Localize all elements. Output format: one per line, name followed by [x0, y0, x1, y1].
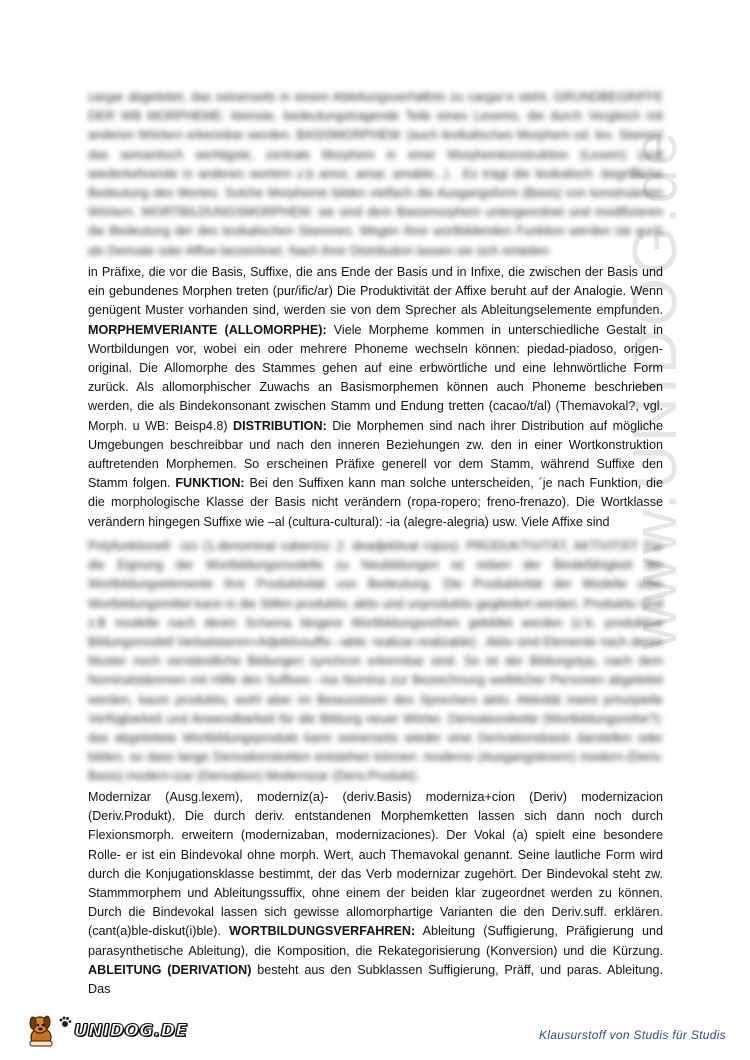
logo-text: UNIDOG.DE [74, 1021, 188, 1041]
heading-morphemvariante: MORPHEMVERIANTE (ALLOMORPHE): [88, 322, 327, 337]
p1-text-c: Die Morphemen sind nach ihrer Distribution auf mögliche Umgebungen beschreibbar und nach den inneren Beziehungen zw. den in einer Wortkonstruktion auftretenden Morphemen. So erscheinen Präfixe generell vor dem Stamm, während Suffixe den Stamm folgen. [88, 418, 664, 491]
dog-mascot-icon [26, 1013, 56, 1049]
visible-paragraph-1 [88, 263, 663, 532]
blurred-text-top: cargar abgeleitet, das seinerseits in einem Ableitungsverhältnis zu carga/-e steht. GRUNDBEGRIFFE DER WB MORPHEME: kleinste, bedeutungstragende Teile eines Lexems, die durch Vergleich mit anderen Wörtern erkennbar werden. BASISMORPHEM: (auch lexikalisches Morphem od. lex. Stamm) das semantisch wichtigste, zentrale Morphem in einer Morphemkonstruktion (Lexem) (und wiederkehrende in anderen wortern z.b amor, amar, amable...) . Es trägt die lexikalisch -begriffliche Bedeutung des Wortes. Solche Morpheme bilden vielfach die Ausgangsform (Basis) von konstruierten Wörtern. WORTBILDUNGSMORPHEM: sie sind dem Basismorphem untergeordnet und modifizieren die Bedeutung der des lexikalischen Stammes. Wegen ihrer wortbildenden Funktion werden sie auch als Derivate oder Affixe bezeichnet. Nach ihrer Distribution lassen sie sich einteilen [88, 90, 663, 258]
p1-text-b: Viele Morpheme kommen in unterschiedliche Gestalt in Wortbildungen vor, wobei ein oder mehrere Phoneme wechseln können: piedad-piadoso, origen-original. Die Allomorphe des Stammes gehen auf eine erbwörtliche und eine lehnwörtliche Form zurück. Als allomorphischer Zuwachs an Basismorphemen können auch Phoneme beschrieben werden, die als Bindekonsonant zwischen Stamm und Endung tretten (cacao/t/al) (Themavokal?, vgl. Morph. u WB: Beisp4.8) [88, 322, 664, 433]
heading-ableitung: ABLEITUNG (DERIVATION) [88, 962, 252, 977]
p2-text-b: Ableitung (Suffigierung, Präfigierung und parasynthetische Ableitung), die Komposition, die Rekategorisierung (Konversion) und die Kürzung. [88, 924, 663, 958]
p2-text-a: Modernizar (Ausg.lexem), moderniz(a)- (deriv.Basis) moderniza+cion (Deriv) modernizacion (Deriv.Produkt). Die durch deriv. entstandenen Morphemketten lassen sich dann noch durch Flexionsmorph. erweitern (modernizaban, modernizaciones). Der Vokal (a) spielt eine besondere Rolle- er ist ein Bindevokal ohne morph. Wert, auch Themavokal genannt. Seine lautliche Form wird durch die Konjugationsklasse bestimmt, der das Verb modernizar zugehört. Der Bindevokal steht zw. Stammmorphem und Ableitungssuffix, ohne einem der beiden klar zugeordnet werden zu können. Durch die Bindevokal lassen sich gewisse allomorphartige Varianten die den Deriv.suff. erklären. (cant(a)ble-diskut(i)ble). [88, 790, 663, 939]
blurred-text-middle: Polyfunktionell: -izo (1.denominal caberizo; 2. deadjektival rojizo). PRODUKTIVITÄT, AKTIVITÄT: Für die Eignung der Wortbildungsmodelle zu Neubildungen ist neben der Bindefähigkeit der Wortbildungselemente ihre Produktivität von Bedeutung. Die Produktivität der Modelle oder Wortbildungsmittel kann in die Stifen produktiv, aktiv und unproduktiv gegliedert werden. Produktiv sind z.B modelle nach deren Schema längere Wortbildungsreihen gebildet werden (z.b. produktive Bildungsmodell Verbalstamm+Adjektivsuffix –able: realizar-realizable) . Aktiv sind Elemente nach deren Muster noch verständliche Bildungen synchron erkennbar sind. So ist der Bildungstyp, nach dem Nominalstämmen mit Hilfe des Suffixes –isa Nomina zur Bezeichnung weiblicher Personen abgeleitet werden, kaum produktiv, wohl aber im Bewusstsein des Sprechers aktiv. Aktivität meint prinzipielle Verfügbarkeit und Anwendbarkeit für die Bildung neuer Wörter. Derivationskette (Wortbildungsreihe?): das abgeleitete Wortbildungsprodukt kann seinerseits wieder eine Derivationsbasis darstellen oder bilden, so dass lange Derivationsketten entstehen können: moderno (Ausgangslexem) modern-(Deriv. Basis) modern-izar (Derivation) Modernizar (Deriv.Produkt). [88, 539, 663, 784]
footer-tagline: Klausurstoff von Studis für Studis [539, 1028, 726, 1042]
p1-text-d: Bei den Suffixen kann man solche unterscheiden, ´je nach Funktion, die die morphologische Klasse der Basis nicht verändern (ropa-ropero; freno-frenazo). Die Wortklasse verändern hingegen Suffixe wie –al (cultura-cultural): -ia (alegre-alegria) usw. Viele Affixe sind [88, 476, 663, 529]
unidog-logo[interactable] [26, 1010, 188, 1052]
p1-text-a: in Präfixe, die vor die Basis, Suffixe, die ans Ende der Basis und in Infixe, die zwischen der Basis und ein gebundenes Morphen treten (pur/ific/ar) Die Produktivität der Affixe beruht auf der Analogie. Wenn genügent Muster vorhanden sind, werden sie von dem Sprecher als Ableitungselemente empfunden. [88, 265, 663, 318]
paw-icon [58, 1015, 72, 1029]
heading-wortbildungsverfahren: WORTBILDUNGSVERFAHREN: [229, 924, 416, 939]
heading-distribution: DISTRIBUTION: [233, 418, 327, 433]
heading-funktion: FUNKTION: [175, 476, 245, 491]
visible-paragraph-2 [88, 788, 663, 999]
p2-text-c: besteht aus den Subklassen Suffigierung, Präff, und paras. Ableitung. Das [88, 962, 663, 997]
blurred-paragraph-middle [88, 537, 663, 787]
watermark: www.UNIDOG.de [621, 128, 690, 650]
paragraph-1 [88, 263, 663, 532]
paragraph-2 [88, 788, 663, 999]
blurred-paragraph-top [88, 88, 663, 261]
